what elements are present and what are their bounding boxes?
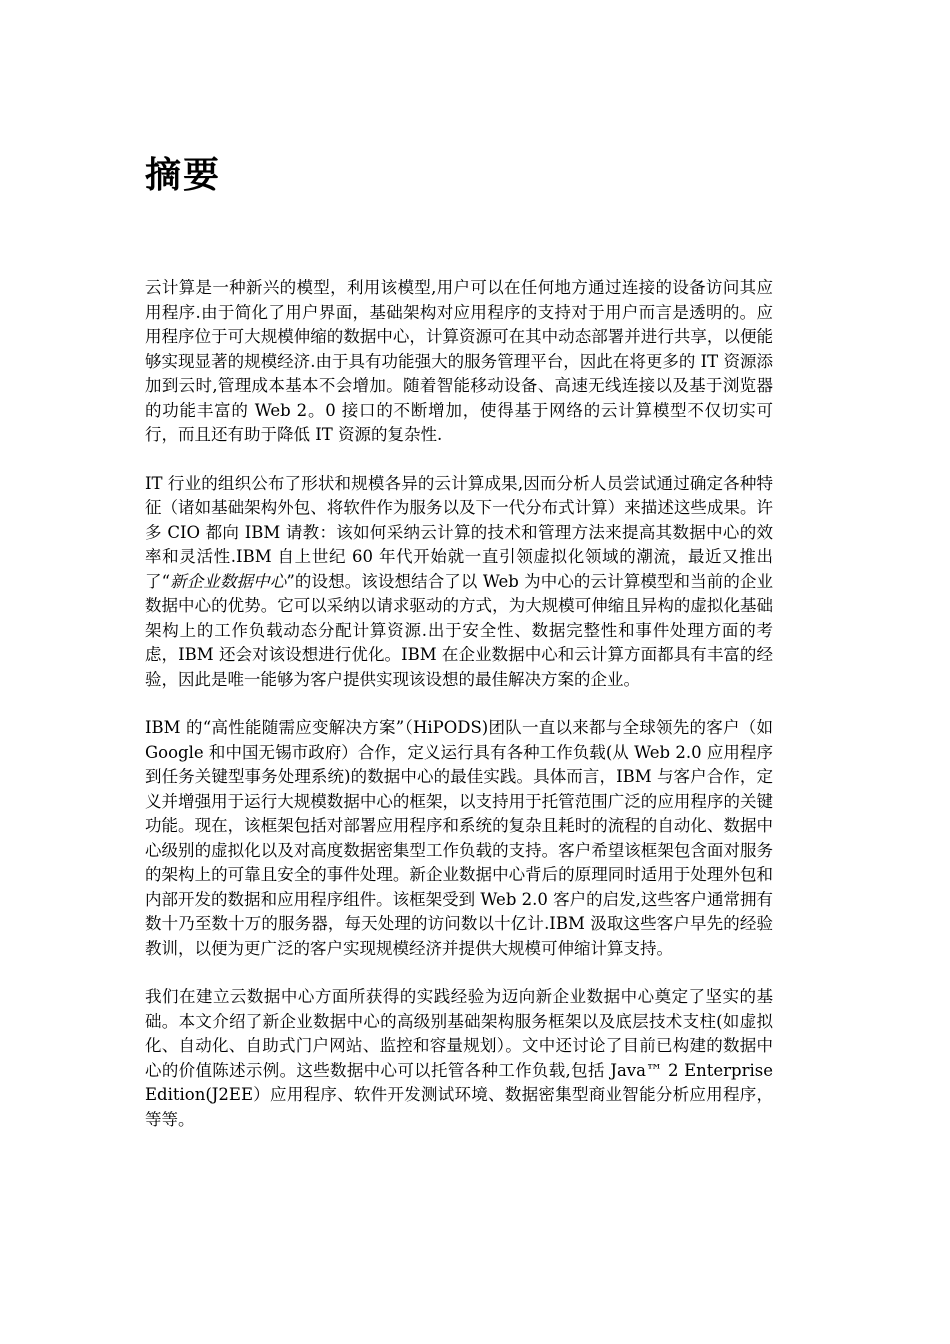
paragraph-2 (145, 472, 773, 693)
paragraph-4: 我们在建立云数据中心方面所获得的实践经验为迈向新企业数据中心奠定了坚实的基础。本文介绍了新企业数据中心的高级别基础架构服务框架以及底层技术支柱(如虚拟化、自动化、自助式门户网站、监控和容量规划）。文中还讨论了目前已构建的数据中心的价值陈述示例。这些数据中心可以托管各种工作负载,包括 Java™ 2 Enterprise Edition(J2EE）应用程序、软件开发测试环境、数据密集型商业智能分析应用程序，等等。 (145, 987, 773, 1129)
abstract-body (145, 276, 773, 1132)
page-title: 摘要 (145, 155, 222, 196)
paragraph-1: 云计算是一种新兴的模型，利用该模型,用户可以在任何地方通过连接的设备访问其应用程序.由于简化了用户界面，基础架构对应用程序的支持对于用户而言是透明的。应用程序位于可大规模伸缩的数据中心，计算资源可在其中动态部署并进行共享，以便能够实现显著的规模经济.由于具有功能强大的服务管理平台，因此在将更多的 IT 资源添加到云时,管理成本基本不会增加。随着智能移动设备、高速无线连接以及基于浏览器的功能丰富的 Web 2。0 接口的不断增加，使得基于网络的云计算模型不仅切实可行，而且还有助于降低 IT 资源的复杂性. (145, 278, 773, 444)
paragraph-2-text-after: ”的设想。该设想结合了以 Web 为中心的云计算模型和当前的企业数据中心的优势。它可以采纳以请求驱动的方式，为大规模可伸缩且异构的虚拟化基础架构上的工作负载动态分配计算资源.出于安全性、数据完整性和事件处理方面的考虑，IBM 还会对该设想进行优化。IBM 在企业数据中心和云计算方面都具有丰富的经验，因此是唯一能够为客户提供实现该设想的最佳解决方案的企业。 (145, 571, 774, 689)
paragraph-2-emphasis: 新企业数据中心 (170, 571, 287, 591)
paragraph-3: IBM 的“高性能随需应变解决方案”（HiPODS)团队一直以来都与全球领先的客户（如 Google 和中国无锡市政府）合作，定义运行具有各种工作负载(从 Web 2.0 应用程序到任务关键型事务处理系统)的数据中心的最佳实践。具体而言，IBM 与客户合作，定义并增强用于运行大规模数据中心的框架，以支持用于托管范围广泛的应用程序的关键功能。现在，该框架包括对部署应用程序和系统的复杂且耗时的流程的自动化、数据中心级别的虚拟化以及对高度数据密集型工作负载的支持。客户希望该框架包含面对服务的架构上的可靠且安全的事件处理。新企业数据中心背后的原理同时适用于处理外包和内部开发的数据和应用程序组件。该框架受到 Web 2.0 客户的启发,这些客户通常拥有数十乃至数十万的服务器，每天处理的访问数以十亿计.IBM 汲取这些客户早先的经验教训，以便为更广泛的客户实现规模经济并提供大规模可伸缩计算支持。 (145, 718, 773, 958)
document-page (145, 150, 773, 1156)
paragraph-2-text-before: IT 行业的组织公布了形状和规模各异的云计算成果,因而分析人员尝试通过确定各种特征（诸如基础架构外包、将软件作为服务以及下一代分布式计算）来描述这些成果。许多 CIO 都向 IBM 请教：该如何采纳云计算的技术和管理方法来提高其数据中心的效率和灵活性.IBM 自上世纪 60 年代开始就一直引领虚拟化领域的潮流，最近又推出了“ (145, 473, 773, 591)
